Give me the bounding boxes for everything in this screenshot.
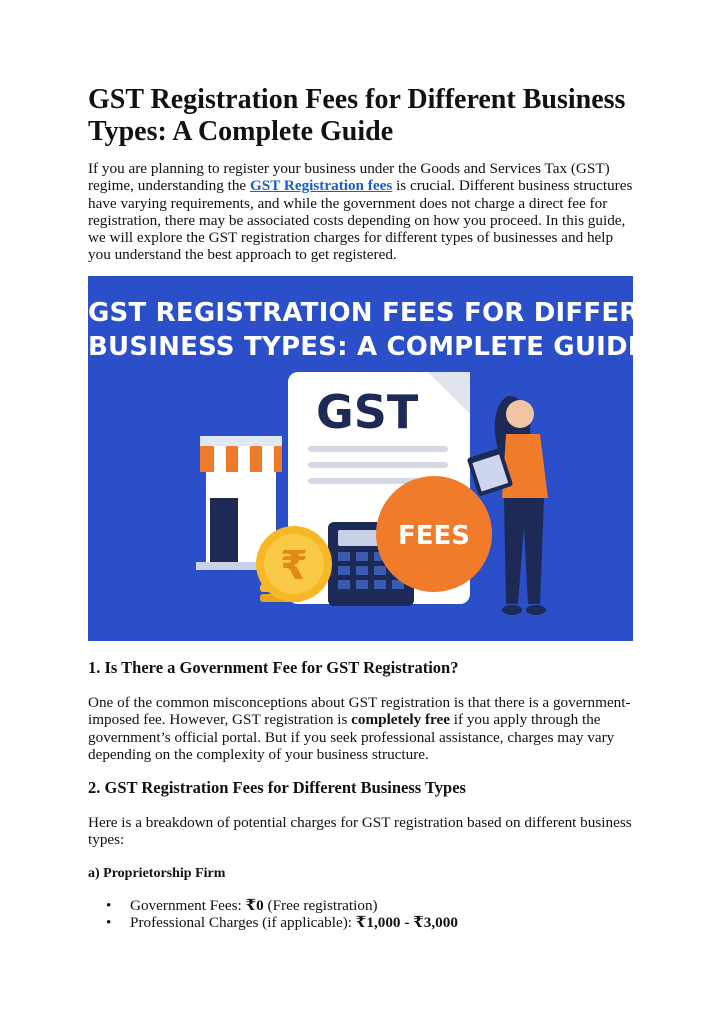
fees-badge: [376, 476, 492, 592]
intro-paragraph: [88, 160, 636, 264]
section1-text-end: if you apply through the government’s official portal. But if you seek professional assistance, charges may vary depending on the complexity of your business structure.: [88, 711, 615, 763]
gst-registration-fees-link[interactable]: GST Registration fees: [249, 177, 393, 195]
hero-title-line2: BUSINESS TYPES: A COMPLETE GUIDE: [88, 332, 646, 362]
section1-bold-text: completely free: [351, 711, 450, 729]
rupee-coin-icon: [256, 526, 332, 602]
section1-text-start: One of the common misconceptions about GST registration is that there is a government-imposed fee. However, GST registration is: [88, 694, 631, 729]
proprietorship-fee-list: [88, 897, 458, 931]
fee-value: ₹0: [245, 897, 264, 914]
list-item: [88, 897, 458, 914]
list-item: [88, 914, 458, 931]
doc-gst-label: GST: [316, 385, 419, 439]
fee-value: ₹1,000 - ₹3,000: [355, 914, 458, 931]
fee-label: Government Fees:: [130, 897, 246, 914]
fee-label: Professional Charges (if applicable):: [130, 914, 356, 931]
intro-text-start: If you are planning to register your business under the Goods and Services Tax (GST) regime, understanding the: [88, 160, 610, 195]
subsection-a-heading: a) Proprietorship Firm: [88, 866, 226, 881]
page-title: GST Registration Fees for Different Business Types: A Complete Guide: [88, 84, 626, 147]
hero-illustration: [88, 276, 698, 641]
hero-banner-image: [88, 276, 698, 641]
section1-paragraph: [88, 694, 636, 763]
rupee-symbol: ₹: [280, 543, 308, 589]
fee-note: (Free registration): [263, 897, 378, 914]
section2-intro: Here is a breakdown of potential charges for GST registration based on different business types:: [88, 814, 632, 849]
section2-heading: 2. GST Registration Fees for Different Business Types: [88, 778, 466, 797]
section1-heading: 1. Is There a Government Fee for GST Registration?: [88, 658, 459, 677]
hero-title-line1: GST REGISTRATION FEES FOR DIFFERENT: [88, 298, 698, 328]
fees-label: FEES: [397, 521, 471, 551]
intro-text-end: is crucial. Different business structures have varying requirements, and while the government does not charge a direct fee for registration, there may be associated costs depending on how you proceed. In this guide, we will explore the GST registration charges for different types of businesses and help you understand the best approach to get registered.: [88, 177, 633, 264]
